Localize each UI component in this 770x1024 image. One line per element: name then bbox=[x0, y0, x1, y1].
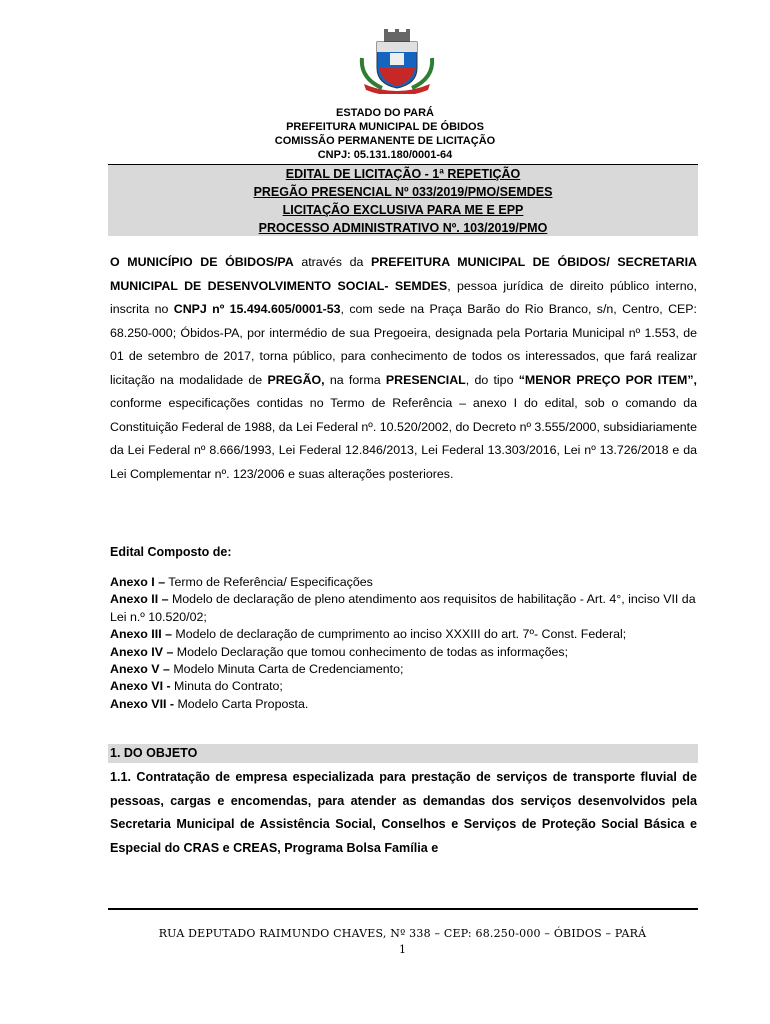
header-commission: COMISSÃO PERMANENTE DE LICITAÇÃO bbox=[274, 135, 496, 147]
licitacao-title: LICITAÇÃO EXCLUSIVA PARA ME E EPP bbox=[282, 203, 524, 217]
annex-text: Termo de Referência/ Especificações bbox=[165, 575, 373, 589]
annex-label: Anexo IV – bbox=[110, 644, 174, 659]
header-block bbox=[0, 106, 770, 162]
annex-text: Modelo de declaração de pleno atendimento aos requisitos de habilitação - Art. 4°, inciso VII da Lei n.º 10.520/02; bbox=[110, 592, 696, 624]
edital-title: EDITAL DE LICITAÇÃO - 1ª REPETIÇÃO bbox=[108, 164, 698, 183]
intro-text: na forma bbox=[324, 372, 386, 387]
intro-menor-preco: “MENOR PREÇO POR ITEM”, bbox=[518, 372, 697, 387]
section-objeto-text: 1.1. Contratação de empresa especializada para prestação de serviços de transporte fluvial de pessoas, cargas e encomendas, para atender as demandas dos serviços desenvolvidos pela Secretaria Municipal de Assistência Social, Conselhos e Serviços de Proteção Social Básica e Especial do CRAS e CREAS, Programa Bolsa Família e bbox=[110, 770, 697, 855]
annex-text: Modelo Declaração que tomou conhecimento de todas as informações; bbox=[173, 644, 569, 659]
intro-text: , pessoa jurídica de direito público interno, inscrita no bbox=[110, 278, 697, 316]
intro-text: , do tipo bbox=[465, 372, 519, 387]
edital-title-band bbox=[108, 164, 698, 236]
intro-text: através da bbox=[293, 255, 371, 269]
intro-pregao: PREGÃO, bbox=[267, 372, 325, 387]
header-state: ESTADO DO PARÁ bbox=[336, 107, 434, 119]
intro-paragraph bbox=[110, 251, 697, 486]
coat-of-arms-icon bbox=[352, 28, 442, 94]
annex-list bbox=[110, 574, 697, 713]
footer-address: RUA DEPUTADO RAIMUNDO CHAVES, Nº 338 – CEP: 68.250-000 – ÓBIDOS – PARÁ bbox=[158, 927, 647, 940]
intro-presencial: PRESENCIAL bbox=[385, 372, 466, 387]
intro-municipio: O MUNICÍPIO DE ÓBIDOS/PA bbox=[110, 255, 294, 269]
header-cnpj: CNPJ: 05.131.180/0001-64 bbox=[317, 149, 453, 161]
annex-text: Minuta do Contrato; bbox=[170, 679, 283, 694]
annex-item bbox=[110, 574, 697, 591]
annex-label: Anexo II – bbox=[110, 592, 169, 607]
annex-label: Anexo VI - bbox=[110, 679, 171, 694]
intro-text: , com sede na Praça Barão do Rio Branco, s/n, Centro, CEP: 68.250-000; Óbidos-PA, por intermédio de sua Pregoeira, designada pela Portaria Municipal nº 1.553, de 01 de setembro de 2017, torna público, para conhecimento de todos os interessados, que fará realizar licitação na modalidade de bbox=[110, 302, 697, 387]
intro-cnpj: CNPJ nº 15.494.605/0001-53 bbox=[173, 302, 341, 316]
annex-label: Anexo III – bbox=[110, 627, 172, 642]
section-objeto-heading: 1. DO OBJETO bbox=[108, 744, 698, 763]
annex-label: Anexo VII - bbox=[110, 696, 175, 711]
annex-item bbox=[110, 626, 697, 643]
annex-text: Modelo Minuta Carta de Credenciamento; bbox=[169, 662, 404, 677]
footer-divider bbox=[108, 908, 698, 910]
pregao-title: PREGÃO PRESENCIAL Nº 033/2019/PMO/SEMDES bbox=[253, 185, 553, 199]
page-number: 1 bbox=[399, 943, 406, 956]
intro-prefeitura: PREFEITURA MUNICIPAL DE ÓBIDOS/ SECRETARIA MUNICIPAL DE DESENVOLVIMENTO SOCIAL- SEMDES bbox=[110, 255, 698, 293]
annex-item bbox=[110, 591, 697, 626]
header-prefecture: PREFEITURA MUNICIPAL DE ÓBIDOS bbox=[286, 121, 484, 133]
annex-item bbox=[110, 644, 697, 661]
processo-title: PROCESSO ADMINISTRATIVO Nº. 103/2019/PMO bbox=[258, 221, 548, 235]
annex-label: Anexo V – bbox=[110, 662, 170, 677]
intro-text: conforme especificações contidas no Termo de Referência – anexo I do edital, sob o comando da Constituição Federal de 1988, da Lei Federal nº. 10.520/2002, do Decreto nº 3.555/2000, subsidiariamente da Lei Federal nº 8.666/1993, Lei Federal 12.846/2013, Lei Federal 13.303/2016, Lei nº 13.726/2018 e da Lei Complementar nº. 123/2006 e suas alterações posteriores. bbox=[110, 396, 697, 481]
annex-item bbox=[110, 661, 697, 678]
annex-item bbox=[110, 678, 697, 695]
annex-text: Modelo de declaração de cumprimento ao inciso XXXIII do art. 7º- Const. Federal; bbox=[171, 627, 627, 642]
annex-label: Anexo I – bbox=[110, 575, 166, 589]
annex-text: Modelo Carta Proposta. bbox=[174, 696, 309, 711]
annex-item bbox=[110, 696, 697, 713]
composition-title: Edital Composto de: bbox=[110, 545, 232, 559]
